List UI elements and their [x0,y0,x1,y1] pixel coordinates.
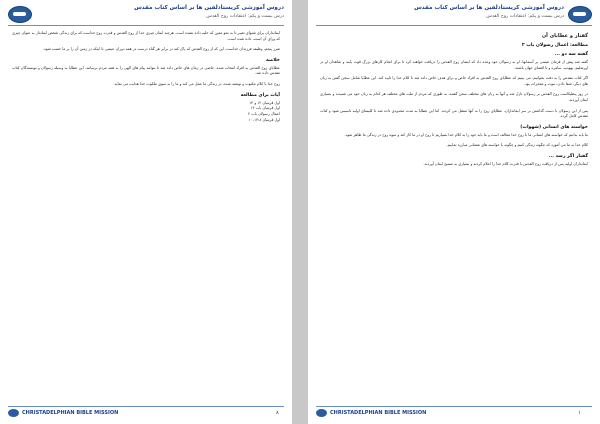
paragraph: پس از این رسولان با دست گذاشتن بر سر ایمانداران، عطایای روح را به آنها منتقل می کردند. اما این عطایا به مدت محدودی داده شد تا کلیسای اولیه تاسیس شود و کتاب مقدس کامل گردد. [320,108,588,119]
reference-item: اول قرنتیان ۱۲ و ۱۳ [249,100,280,105]
page-right [308,0,600,424]
section-heading-references: آیات برای مطالعه [240,92,280,98]
footer-logo-icon [8,409,19,417]
section-heading-summary: خلاصه [265,57,280,63]
section-heading: خواسته های انسانی (شهوات) [520,124,588,130]
paragraph: عطایای روح القدس به افراد انتخاب شده، خاصی در زمان های خاص داده شد تا بتوانند پیام های الهی را به همه مردم برسانند. این عطایا به وسیله رسولان و نویسندگان کتاب مقدس داده شد. [12,65,280,76]
mission-logo-icon [568,6,592,23]
paragraph: ضرر پنجم، وظیفه فرزندان خداست، این که از روح القدس که پاک کند در برابر هر گناه درست در همه دوران عیسی تا اینکه در زمین آن را بر ما حسب شود. [42,47,280,52]
page-content [12,31,280,128]
paragraph: ایمانداران برای شنوای تغییر تا به نحو معین که خلیه داده نشده است. هرچند ایمان چیزی جدا از روح القدس و قدرت روح خداست که برای زندگی شخص ایماندار به عنوان چیزی که ورای آن است، داده شده است. [12,31,280,41]
reference-item: اول قرنتیان ۱۳:۸-۱۰ [248,117,280,122]
paragraph: گفته شد پیش از فرمان عیسی بر آسمانها، او به رسولان خود وعده داد که ایشان روح القدس را دریافت خواهند کرد تا برای انجام کارهای بزرگ قوت یابند و شاهدان او در اورشلیم، یهودیه، سامره و تا اقصای جهان باشند. [320,60,588,70]
footer-org: CHRISTADELPHIAN BIBLE MISSION [22,410,119,416]
paragraph: ما باید بدانیم که خواسته های انسانی ما با روح خدا مخالف است و ما باید خود را به کلام خدا بسپاریم تا روح او در ما کار کند و میوه روح در زندگی ما ظاهر شود. [344,132,588,137]
header-subtitle: درس بیست و یکم: اعتقادات روح القدس [206,14,284,19]
reference-item: اول قرنتیان باب ۱۴ [250,106,280,111]
footer-divider [8,406,284,407]
section-heading-study: مطالعه: اعمال رسولان باب ۲ [521,43,588,48]
section-heading: گفتار اگر رسد ... [548,153,588,159]
page-number: ۱ [578,410,581,416]
page-number: ۸ [276,410,279,416]
page-footer [316,406,592,418]
footer-logo-icon [316,409,327,417]
mission-logo-icon [8,6,32,23]
page-footer [8,406,284,418]
section-heading: گفته سه دو ... [554,52,588,57]
paragraph: اگر کتاب مقدس را به دقت بخوانیم، می بینیم که عطایای روح القدس به افراد خاص و برای هدف خاص داده شد تا کلام خدا را تایید کند. این عطایا شامل سخن گفتن به زبان های دیگر، شفا دادن، نبوت و معجزات بود. [320,76,588,86]
reference-list [12,101,280,124]
header-title: دروس آموزشی کریستادلفین ها بر اساس کتاب مقدس [414,5,564,11]
page-header [316,5,592,27]
page-content [320,31,588,173]
lesson-title: گفتار و عطایای آن [541,33,588,39]
paragraph: روح خدا با کلام مکتوب و نوشته شده، در زندگی ما عمل می کند و ما را به سوی ملکوت خدا هدایت می نماید. [113,81,280,86]
paragraph: در روز پنطیکاست روح القدس بر رسولان نازل شد و آنها به زبان های مختلف سخن گفتند، به طوری که مردم از ملت های مختلف هر کدام به زبان خود می شنیدند و بسیاری ایمان آوردند. [320,92,588,102]
footer-divider [316,406,592,407]
header-divider [8,25,284,26]
page-header [8,5,284,27]
paragraph: ایمانداران اولیه پس از دریافت روح القدس با قدرت کلام خدا را اعلام کردند و بسیاری به مسیح ایمان آوردند. [423,161,588,166]
paragraph: کلام خدا به ما می آموزد که چگونه زندگی کنیم و چگونه با خواسته های نفسانی مبارزه نماییم. [446,143,588,148]
footer-org: CHRISTADELPHIAN BIBLE MISSION [330,410,427,416]
page-left [0,0,292,424]
header-subtitle: درس بیست و یکم: اعتقادات روح القدس [486,14,564,19]
header-title: دروس آموزشی کریستادلفین ها بر اساس کتاب مقدس [134,5,284,11]
reference-item: اعمال رسولان باب ۲ [248,112,280,117]
header-divider [316,25,592,26]
